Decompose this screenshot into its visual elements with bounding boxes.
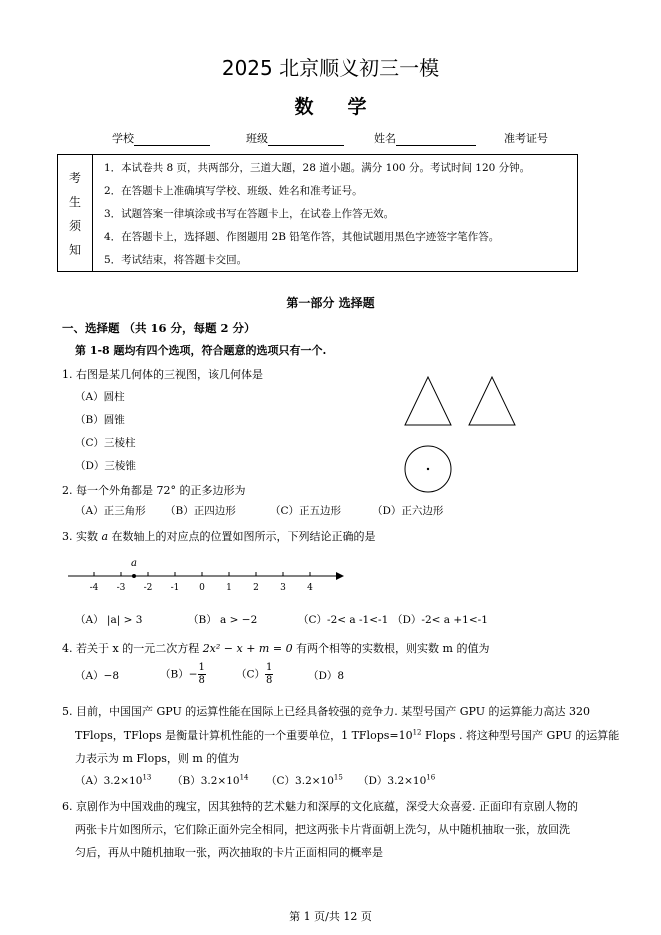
notice-item: 3．试题答案一律填涂或书写在答题卡上，在试卷上作答无效。 <box>104 208 395 220</box>
school-blank <box>134 133 210 146</box>
number-line-ticks <box>90 572 314 593</box>
number-line-tick-label: -4 <box>89 583 99 593</box>
option-label: （C） <box>266 775 296 787</box>
notice-label-char: 须 <box>68 219 81 233</box>
question-4-equation: 2x² − x + m = 0 <box>202 642 293 655</box>
question-4-stem <box>62 640 489 656</box>
school-field[interactable] <box>112 130 210 146</box>
number-line-tick-label: 3 <box>280 583 286 593</box>
question-2-option-c[interactable]: （C）正五边形 <box>270 505 342 517</box>
question-4-option-b-label: （B）− <box>160 668 198 681</box>
number-line-tick-label: 2 <box>253 583 259 593</box>
option-label: （B） <box>172 775 201 787</box>
side-view-triangle <box>469 377 515 425</box>
page-footer: 第 1 页/共 12 页 <box>289 910 372 923</box>
option-label: （D） <box>358 775 388 787</box>
question-4-option-d[interactable]: （D）8 <box>308 670 345 682</box>
question-4-stem-post: 有两个相等的实数根，则实数 m 的值为 <box>292 642 490 655</box>
notice-label-char: 知 <box>68 243 81 257</box>
question-5-line-1: 5. 目前，中国国产 GPU 的运算性能在国际上已经具备较强的竞争力. 某型号国产 GPU 的运算能力高达 320 <box>62 705 590 718</box>
class-label: 班级 <box>246 132 268 145</box>
question-1-option-a[interactable]: （A）圆柱 <box>75 391 125 403</box>
number-line-tick-label: 4 <box>307 583 313 593</box>
question-5-line-2 <box>75 727 619 743</box>
notice-item: 5．考试结束，将答题卡交回。 <box>104 254 248 266</box>
point-a-label: a <box>131 558 137 569</box>
fraction <box>198 662 206 687</box>
top-view-center-dot <box>427 468 429 470</box>
question-1-stem: 1. 右图是某几何体的三视图，该几何体是 <box>62 368 263 381</box>
option-exponent: 15 <box>333 773 343 782</box>
question-3-stem <box>62 528 376 544</box>
question-5-exponent: 12 <box>412 728 422 737</box>
number-line-tick-label: -3 <box>116 583 126 593</box>
question-5-option-c[interactable] <box>266 773 343 788</box>
number-line-arrow <box>336 572 344 580</box>
question-4-option-a[interactable]: （A）−8 <box>75 670 120 682</box>
subject-title: 数学 <box>294 96 401 118</box>
option-exponent: 14 <box>239 773 249 782</box>
notice-box <box>57 154 578 272</box>
question-3-option-c[interactable]: （C）-2< a -1<-1 <box>298 614 389 626</box>
question-2-option-a[interactable]: （A）正三角形 <box>75 505 146 517</box>
exam-title: 2025 北京顺义初三一模 <box>221 56 440 80</box>
notice-label-char: 考 <box>68 171 81 185</box>
notice-item: 1．本试卷共 8 页，共两部分，三道大题，28 道小题。满分 100 分。考试时间 120 分钟。 <box>104 162 531 174</box>
part-title: 第一部分 选择题 <box>286 296 375 310</box>
question-2-stem: 2. 每一个外角都是 72° 的正多边形为 <box>62 484 246 497</box>
name-field[interactable] <box>374 130 476 146</box>
question-4-option-c-label: （C） <box>236 668 266 681</box>
number-line-tick-label: -2 <box>143 583 153 593</box>
school-label: 学校 <box>112 132 134 145</box>
notice-item: 4．在答题卡上，选择题、作图题用 2B 铅笔作答，其他试题用黑色字迹签字笔作答。 <box>104 231 500 243</box>
question-2-option-d[interactable]: （D）正六边形 <box>372 505 444 517</box>
question-6-line-3: 匀后，再从中随机抽取一张，两次抽取的卡片正面相同的概率是 <box>75 846 383 859</box>
notice-label-char: 生 <box>68 195 81 209</box>
fraction <box>265 662 273 687</box>
option-exponent: 13 <box>142 773 152 782</box>
point-a-dot <box>132 574 136 578</box>
fraction-denominator: 8 <box>266 675 273 686</box>
number-line-tick-label: 1 <box>226 583 232 593</box>
question-5-line-3: 力表示为 m Flops，则 m 的值为 <box>75 752 240 765</box>
notice-item: 2．在答题卡上准确填写学校、班级、姓名和准考证号。 <box>104 185 363 197</box>
question-1-option-b[interactable]: （B）圆锥 <box>75 414 125 426</box>
notice-label-column <box>58 155 93 271</box>
question-5-line-2-pre: TFlops，TFlops 是衡量计算机性能的一个重要单位，1 TFlops=10 <box>75 729 413 742</box>
option-label: （A） <box>75 775 104 787</box>
question-1-option-c[interactable]: （C）三棱柱 <box>75 437 136 449</box>
fraction-numerator: 1 <box>266 662 273 673</box>
question-3-var: a <box>101 530 109 543</box>
number-line-tick-label: -1 <box>170 583 180 593</box>
question-3-stem-pre: 3. 实数 <box>62 530 102 543</box>
fraction-denominator: 8 <box>198 675 205 686</box>
question-4-stem-pre: 4. 若关于 x 的一元二次方程 <box>62 642 203 655</box>
question-3-option-b[interactable]: （B） a > −2 <box>188 614 258 626</box>
exam-id-label: 准考证号 <box>504 132 548 145</box>
class-field[interactable] <box>246 130 344 146</box>
option-base: 3.2×10 <box>200 775 240 787</box>
question-6-line-1: 6. 京剧作为中国戏曲的瑰宝，因其独特的艺术魅力和深厚的文化底蕴，深受大众喜爱. 正面印有京剧人物的 <box>62 800 578 813</box>
three-view-figure <box>398 370 524 496</box>
question-5-line-2-post: Flops . 将这种型号国产 GPU 的运算能 <box>421 729 620 742</box>
number-line-tick-label: 0 <box>199 583 205 593</box>
section-title: 一、选择题 （共 16 分，每题 2 分） <box>62 321 256 335</box>
question-1-option-d[interactable]: （D）三棱锥 <box>75 460 136 472</box>
class-blank <box>268 133 344 146</box>
question-5-option-b[interactable] <box>172 773 249 788</box>
question-5-option-a[interactable] <box>75 773 151 788</box>
question-3-option-d[interactable]: （D）-2< a +1<-1 <box>392 614 488 626</box>
front-view-triangle <box>405 377 451 425</box>
question-4-option-b[interactable] <box>160 662 206 687</box>
exam-id-field[interactable] <box>504 130 548 146</box>
name-blank <box>396 133 476 146</box>
question-2-option-b[interactable]: （B）正四边形 <box>165 505 236 517</box>
question-3-stem-post: 在数轴上的对应点的位置如图所示，下列结论正确的是 <box>108 530 376 543</box>
option-base: 3.2×10 <box>103 775 143 787</box>
question-3-option-a[interactable]: （A） |a| > 3 <box>75 614 143 626</box>
option-exponent: 16 <box>426 773 436 782</box>
number-line <box>64 552 346 596</box>
question-4-option-c[interactable] <box>236 662 273 687</box>
name-label: 姓名 <box>374 132 396 145</box>
fraction-numerator: 1 <box>198 662 205 673</box>
option-base: 3.2×10 <box>387 775 427 787</box>
question-6-line-2: 两张卡片如图所示，它们除正面外完全相同，把这两张卡片背面朝上洗匀，从中随机抽取一张，放回洗 <box>75 823 570 836</box>
question-5-option-d[interactable] <box>358 773 435 788</box>
section-instruction: 第 1-8 题均有四个选项，符合题意的选项只有一个. <box>75 344 327 357</box>
option-base: 3.2×10 <box>295 775 334 787</box>
